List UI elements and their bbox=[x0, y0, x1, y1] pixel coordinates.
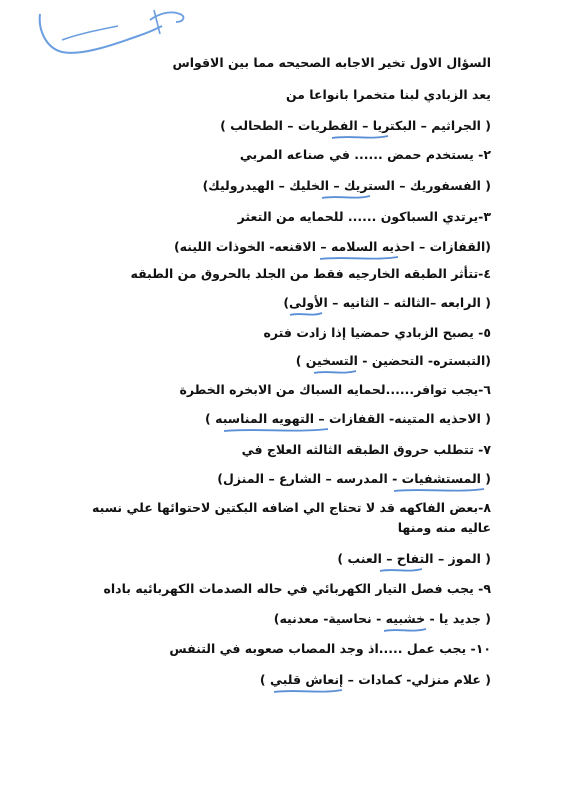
answer-underline-10 bbox=[272, 687, 344, 695]
question-1-text: يعد الزبادي لبنا متخمرا بانواعا من bbox=[285, 87, 491, 102]
question-3-options: (القفازات – احذيه السلامه – الاقنعه- الخوذات اللينه) bbox=[173, 239, 491, 254]
answer-underline-8 bbox=[378, 566, 424, 574]
question-5-options: (التبستره- التحضين - التسخين ) bbox=[295, 353, 491, 368]
question-4-text: ٤-تتأثر الطبقه الخارجيه فقط من الجلد بالحروق من الطبقه bbox=[130, 266, 491, 281]
answer-underline-4 bbox=[288, 310, 324, 318]
question-header: السؤال الاول تخير الاجابه الصحيحه مما بين الاقواس bbox=[172, 55, 491, 70]
answer-underline-6 bbox=[222, 426, 330, 434]
question-10-text: ١٠- يجب عمل .....اذ وجد المصاب صعوبه في التنفس bbox=[169, 641, 491, 656]
question-3-text: ٣-يرتدي السباكون ...... للحمايه من التعثر bbox=[237, 209, 491, 224]
answer-underline-9 bbox=[382, 626, 428, 634]
question-5-text: ٥- يصبح الزبادي حمضيا إذا زادت فتره bbox=[263, 325, 491, 340]
answer-underline-1 bbox=[330, 133, 390, 141]
question-4-options: ( الرابعه –الثالثه – الثانيه – الأولى) bbox=[283, 295, 491, 310]
answer-underline-2 bbox=[320, 193, 372, 201]
question-6-text: ٦-يجب توافر......لحمايه السباك من الابخره الخطرة bbox=[179, 382, 491, 397]
question-8-options: ( الموز – التفاح – العنب ) bbox=[337, 551, 491, 566]
question-9-text: ٩- يجب فصل التيار الكهربائي في حاله الصدمات الكهربائيه باداه bbox=[103, 581, 491, 596]
question-10-options: ( علام منزلي- كمادات – إنعاش قلبي ) bbox=[259, 672, 491, 687]
question-2-options: ( الفسفوريك – الستريك – الخليك – الهيدروليك) bbox=[202, 178, 491, 193]
question-7-text: ٧- تتطلب حروق الطبقه الثالثه العلاج في bbox=[241, 442, 491, 457]
question-1-options: ( الجراثيم – البكتريا – الفطريات – الطحالب ) bbox=[220, 118, 491, 133]
question-7-options: ( المستشفيات - المدرسه – الشارع – المنزل) bbox=[217, 471, 491, 486]
question-6-options: ( الاحذيه المتينه- القفازات – التهويه المناسبه ) bbox=[205, 411, 491, 426]
answer-underline-7 bbox=[392, 486, 486, 494]
question-9-options: ( جديد يا - خشبيه - نحاسية- معدنيه) bbox=[273, 611, 491, 626]
answer-underline-3 bbox=[318, 254, 400, 262]
answer-underline-5 bbox=[312, 368, 358, 376]
question-8-text: ٨-بعض الفاكهه قد لا تحتاج الي اضافه البكتين لاحتوائها علي نسبه عاليه منه ومنها bbox=[92, 500, 491, 535]
question-2-text: ٢- يستخدم حمض ...... في صناعه المربي bbox=[239, 147, 491, 162]
